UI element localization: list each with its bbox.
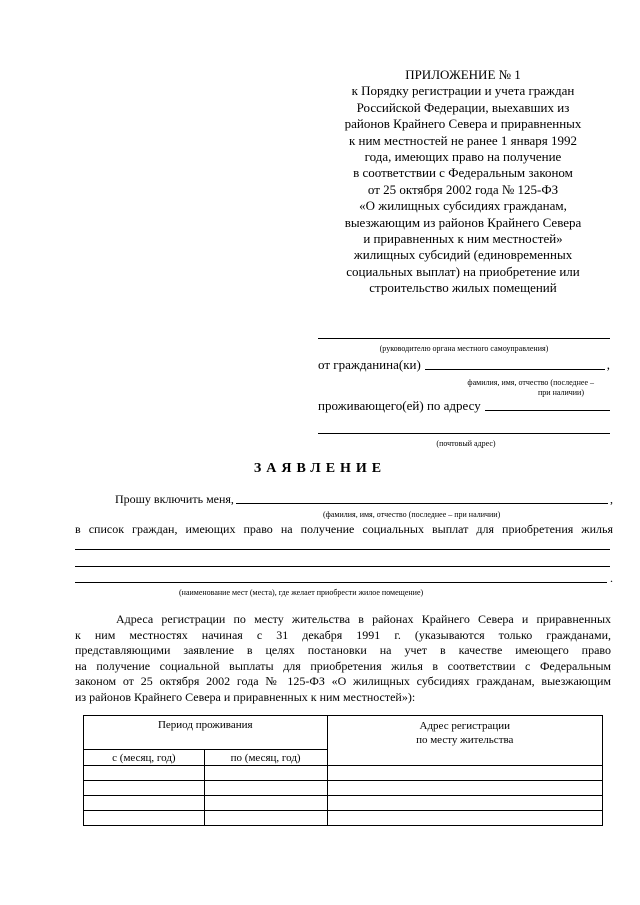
residing-address-label: проживающего(ей) по адресу (318, 398, 481, 413)
table-row (84, 766, 603, 781)
desired-place-line-3[interactable] (75, 582, 607, 583)
desired-place-period: . (610, 571, 613, 585)
from-date-header: с (месяц, год) (84, 750, 205, 766)
appendix-line: и приравненных к ним местностей» (363, 231, 563, 247)
from-date-cell[interactable] (84, 781, 205, 796)
residence-periods-table (83, 715, 603, 826)
desired-place-line-1[interactable] (75, 549, 610, 550)
to-date-cell[interactable] (204, 811, 327, 826)
document-title: ЗАЯВЛЕНИЕ (253, 461, 387, 476)
citizen-name-caption-2: при наличии) (538, 388, 584, 397)
to-date-cell[interactable] (204, 766, 327, 781)
appendix-line: Российской Федерации, выехавших из (356, 99, 570, 115)
address-cell[interactable] (327, 811, 602, 826)
from-date-cell[interactable] (84, 796, 205, 811)
address-cell[interactable] (327, 766, 602, 781)
from-citizen-comma: , (606, 357, 610, 372)
request-list-line: в список граждан, имеющих право на получение социальных выплат для приобретения жилья (75, 522, 613, 536)
appendix-line: жилищных субсидий (единовременных (353, 247, 573, 263)
appendix-line: районов Крайнего Севера и приравненных (344, 116, 582, 132)
paragraph-line: к ним местностях начиная с 31 декабря 1991 г. (указываются только гражданами, (75, 627, 611, 642)
residing-address-field[interactable] (485, 410, 610, 411)
period-of-residence-header: Период проживания (84, 716, 328, 750)
paragraph-line: из районов Крайнего Севера и приравненных к ним местностей»): (75, 689, 416, 704)
paragraph-line: законом от 25 октября 2002 года № 125-ФЗ «О жилищных субсидиях гражданам, выезжающим (75, 674, 611, 689)
appendix-line: социальных выплат) на приобретение или (346, 263, 580, 279)
address-cell[interactable] (327, 796, 602, 811)
head-of-authority-caption: (руководителю органа местного самоуправления) (379, 344, 549, 353)
citizen-name-caption-1: фамилия, имя, отчество (последнее – (467, 378, 594, 387)
appendix-line: «О жилищных субсидиях гражданам, (359, 198, 567, 214)
paragraph-line: на получение социальной выплаты для приобретения жилья в соответствии с Федеральным (75, 658, 611, 673)
desired-place-caption: (наименование мест (места), где желает приобрести жилое помещение) (179, 588, 424, 597)
postal-address-field[interactable] (318, 433, 610, 434)
to-date-cell[interactable] (204, 781, 327, 796)
applicant-name-field[interactable] (236, 503, 608, 504)
appendix-header (318, 67, 608, 297)
table-row (84, 796, 603, 811)
appendix-line: от 25 октября 2002 года № 125-ФЗ (367, 181, 559, 197)
citizen-name-field[interactable] (425, 369, 605, 370)
appendix-line: года, имеющих право на получение (364, 149, 562, 165)
registration-address-header (327, 716, 602, 766)
table-row (84, 781, 603, 796)
from-date-cell[interactable] (84, 811, 205, 826)
table-row (84, 811, 603, 826)
appendix-line: строительство жилых помещений (369, 280, 557, 296)
from-date-cell[interactable] (84, 766, 205, 781)
request-intro: Прошу включить меня, (115, 492, 234, 506)
postal-address-caption: (почтовый адрес) (436, 439, 496, 448)
addressee-block (318, 338, 610, 449)
request-block (75, 492, 613, 598)
head-of-authority-field[interactable] (318, 338, 610, 339)
applicant-name-caption: (фамилия, имя, отчество (последнее – при наличии) (323, 510, 501, 519)
address-cell[interactable] (327, 781, 602, 796)
from-citizen-label: от гражданина(ки) (318, 357, 421, 372)
paragraph-line: Адреса регистрации по месту жительства в районах Крайнего Севера и приравненных (116, 612, 611, 626)
registration-addresses-paragraph (75, 612, 611, 706)
appendix-line: выезжающим из районов Крайнего Севера (344, 214, 582, 230)
appendix-line: ПРИЛОЖЕНИЕ № 1 (405, 67, 521, 82)
paragraph-line: представляющими заявление в целях постановки на учет в качестве имеющего право (75, 643, 611, 658)
to-date-cell[interactable] (204, 796, 327, 811)
to-date-header: по (месяц, год) (204, 750, 327, 766)
appendix-line: в соответствии с Федеральным законом (353, 165, 573, 181)
appendix-line: к ним местностей не ранее 1 января 1992 (348, 132, 578, 148)
request-intro-comma: , (610, 492, 613, 506)
registration-address-header-line-1: Адрес регистрации (419, 720, 510, 732)
appendix-line: к Порядку регистрации и учета граждан (351, 83, 575, 99)
desired-place-line-2[interactable] (75, 566, 610, 567)
registration-address-header-line-2: по месту жительства (416, 734, 514, 746)
